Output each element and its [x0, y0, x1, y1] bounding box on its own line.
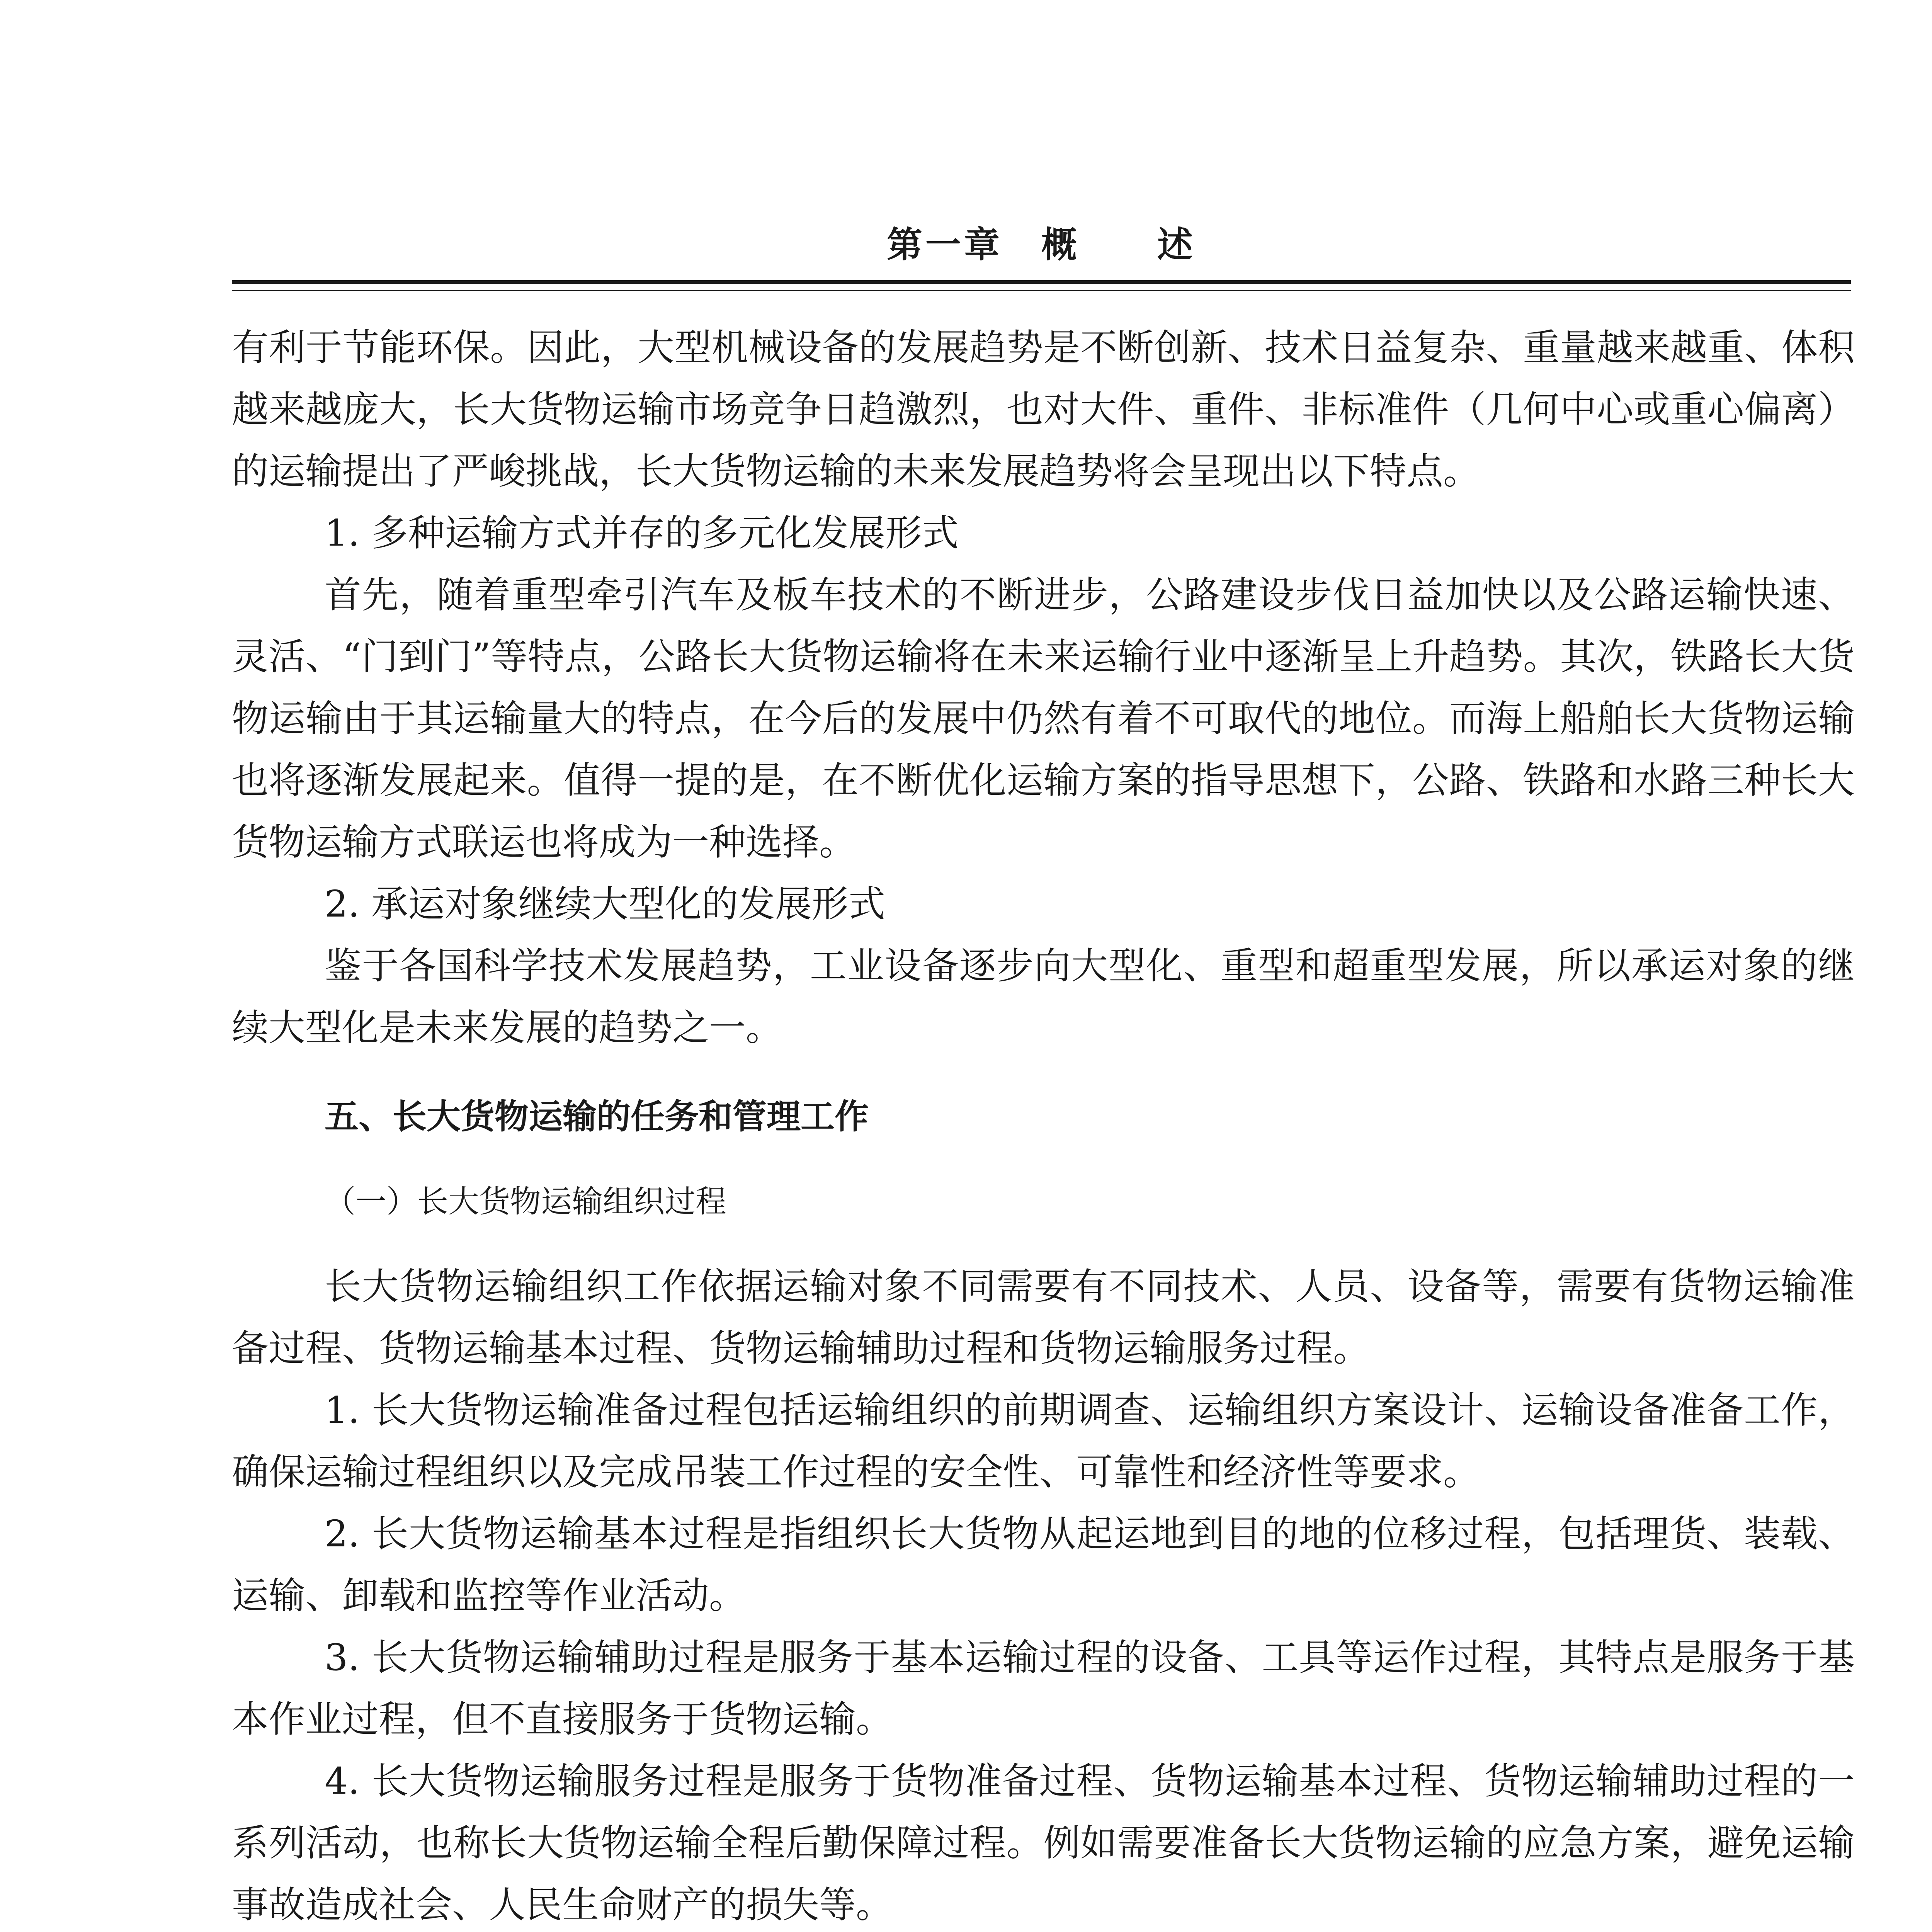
paragraph: 4. 长大货物运输服务过程是服务于货物准备过程、货物运输基本过程、货物运输辅助过程的一系列活动，也称长大货物运输全程后勤保障过程。例如需要准备长大货物运输的应急方案，避免运输事故造成社会、人民生命财产的损失等。 — [232, 1760, 1855, 1926]
list-heading: 2. 承运对象继续大型化的发展形式 — [325, 883, 885, 925]
list-heading: 1. 多种运输方式并存的多元化发展形式 — [325, 512, 959, 554]
header-rule-thick — [232, 280, 1851, 284]
paragraph: 3. 长大货物运输辅助过程是服务于基本运输过程的设备、工具等运作过程，其特点是服务于基本作业过程，但不直接服务于货物运输。 — [232, 1636, 1855, 1741]
header-rule-thin — [232, 290, 1851, 291]
paragraph: 长大货物运输组织工作依据运输对象不同需要有不同技术、人员、设备等，需要有货物运输准备过程、货物运输基本过程、货物运输辅助过程和货物运输服务过程。 — [232, 1265, 1855, 1370]
section-heading: 五、长大货物运输的任务和管理工作 — [325, 1097, 869, 1136]
paragraph: 1. 长大货物运输准备过程包括运输组织的前期调查、运输组织方案设计、运输设备准备工作，确保运输过程组织以及完成吊装工作过程的安全性、可靠性和经济性等要求。 — [232, 1389, 1855, 1493]
subsection-heading: （一）长大货物运输组织过程 — [325, 1184, 726, 1219]
page-body — [232, 317, 1855, 1932]
paragraph: 2. 长大货物运输基本过程是指组织长大货物从起运地到目的地的位移过程，包括理货、装载、运输、卸载和监控等作业活动。 — [232, 1513, 1855, 1617]
paragraph: 鉴于各国科学技术发展趋势，工业设备逐步向大型化、重型和超重型发展，所以承运对象的继续大型化是未来发展的趋势之一。 — [232, 945, 1855, 1049]
chapter-header: 第一章 概 述 — [886, 224, 1196, 265]
paragraph: 首先，随着重型牵引汽车及板车技术的不断进步，公路建设步伐日益加快以及公路运输快速、灵活、“门到门”等特点，公路长大货物运输将在未来运输行业中逐渐呈上升趋势。其次，铁路长大货物运输由于其运输量大的特点，在今后的发展中仍然有着不可取代的地位。而海上船舶长大货物运输也将逐渐发展起来。值得一提的是，在不断优化运输方案的指导思想下，公路、铁路和水路三种长大货物运输方式联运也将成为一种选择。 — [232, 574, 1855, 864]
paragraph: 有利于节能环保。因此，大型机械设备的发展趋势是不断创新、技术日益复杂、重量越来越重、体积越来越庞大，长大货物运输市场竞争日趋激烈，也对大件、重件、非标准件（几何中心或重心偏离）的运输提出了严峻挑战，长大货物运输的未来发展趋势将会呈现出以下特点。 — [232, 327, 1855, 493]
